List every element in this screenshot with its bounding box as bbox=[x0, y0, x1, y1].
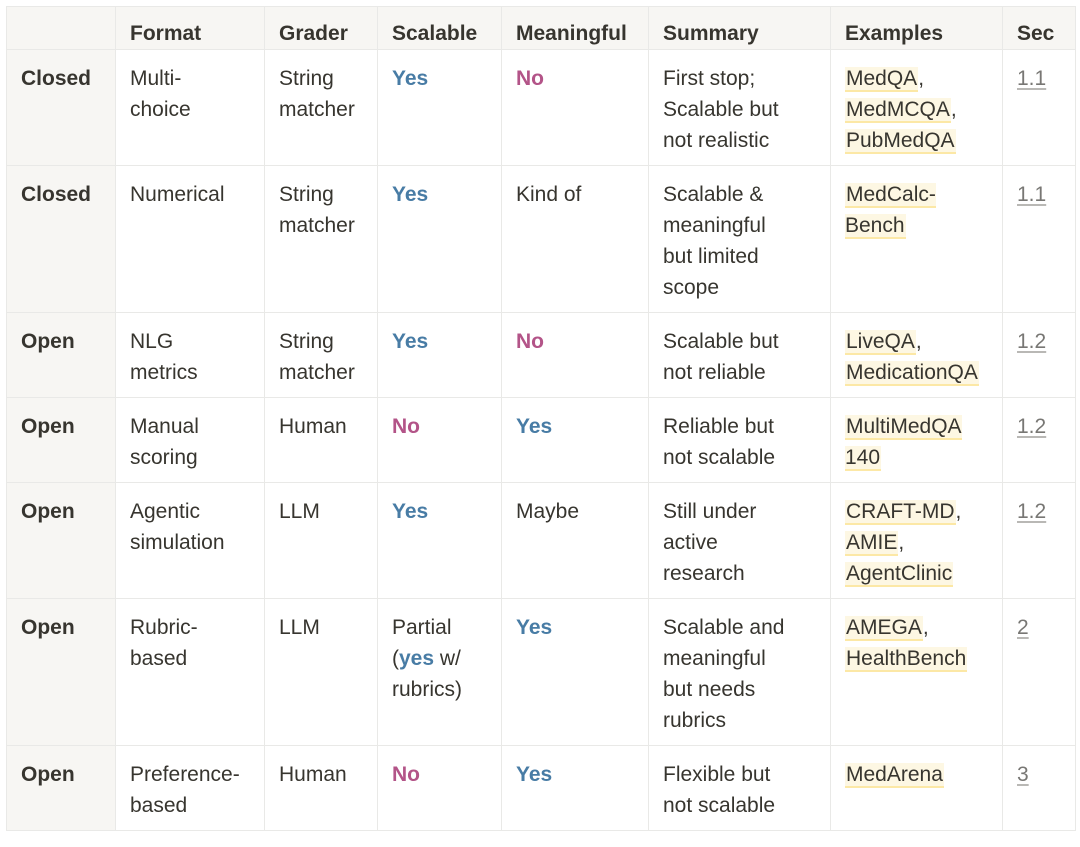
header-cell-scalable: Scalable bbox=[378, 7, 502, 50]
sec-cell bbox=[1003, 483, 1076, 599]
section-link[interactable]: 1.2 bbox=[1017, 500, 1047, 523]
table-row bbox=[7, 166, 1076, 313]
table-row bbox=[7, 398, 1076, 483]
meaningful-cell bbox=[502, 746, 649, 831]
header-cell-sec: Sec bbox=[1003, 7, 1076, 50]
verdict-text: No bbox=[516, 330, 544, 353]
example-link[interactable]: MedicationQA bbox=[846, 361, 978, 384]
section-link[interactable]: 1.1 bbox=[1017, 67, 1047, 90]
comparison-table bbox=[6, 6, 1076, 831]
summary-cell: Reliable but not scalable bbox=[649, 398, 831, 483]
section-link[interactable]: 1.1 bbox=[1017, 183, 1047, 206]
row-type-cell: Closed bbox=[7, 50, 116, 166]
verdict-text: Yes bbox=[392, 500, 429, 523]
section-link[interactable]: 3 bbox=[1017, 763, 1029, 786]
sec-cell bbox=[1003, 599, 1076, 746]
table-row bbox=[7, 50, 1076, 166]
examples-cell bbox=[831, 746, 1003, 831]
header-cell-grader: Grader bbox=[265, 7, 378, 50]
row-type-cell: Open bbox=[7, 483, 116, 599]
row-type-cell: Open bbox=[7, 746, 116, 831]
verdict-text: Yes bbox=[392, 67, 429, 90]
example-link[interactable]: MultiMedQA 140 bbox=[845, 415, 962, 469]
scalable-cell bbox=[378, 746, 502, 831]
scalable-cell bbox=[378, 166, 502, 313]
header-cell-type bbox=[7, 7, 116, 50]
verdict-text: Yes bbox=[516, 763, 553, 786]
meaningful-cell bbox=[502, 398, 649, 483]
scalable-cell bbox=[378, 483, 502, 599]
verdict-text: No bbox=[392, 763, 420, 786]
format-cell: Multi- choice bbox=[116, 50, 265, 166]
verdict-text: Yes bbox=[392, 330, 429, 353]
verdict-text: Yes bbox=[392, 183, 429, 206]
sec-cell bbox=[1003, 398, 1076, 483]
examples-cell: LiveQA, MedicationQA bbox=[831, 313, 1003, 398]
table-row bbox=[7, 483, 1076, 599]
verdict-text: Yes bbox=[516, 415, 553, 438]
format-cell: Preference- based bbox=[116, 746, 265, 831]
section-link[interactable]: 2 bbox=[1017, 616, 1029, 639]
example-link[interactable]: CRAFT-MD bbox=[846, 500, 955, 523]
grader-cell: LLM bbox=[265, 483, 378, 599]
example-link[interactable]: AgentClinic bbox=[846, 562, 953, 585]
example-link[interactable]: AMIE bbox=[846, 531, 898, 554]
row-type-cell: Open bbox=[7, 313, 116, 398]
examples-cell: AMEGA, HealthBench bbox=[831, 599, 1003, 746]
section-link[interactable]: 1.2 bbox=[1017, 415, 1047, 438]
summary-cell: Scalable & meaningful but limited scope bbox=[649, 166, 831, 313]
sec-cell bbox=[1003, 746, 1076, 831]
header-cell-summary: Summary bbox=[649, 7, 831, 50]
example-link[interactable]: HealthBench bbox=[846, 647, 967, 670]
scalable-cell bbox=[378, 398, 502, 483]
summary-cell: Scalable and meaningful but needs rubrics bbox=[649, 599, 831, 746]
grader-cell: String matcher bbox=[265, 50, 378, 166]
meaningful-cell: Kind of bbox=[502, 166, 649, 313]
header-cell-examples: Examples bbox=[831, 7, 1003, 50]
examples-cell: MedQA, MedMCQA, PubMedQA bbox=[831, 50, 1003, 166]
table-row bbox=[7, 599, 1076, 746]
header-row bbox=[7, 7, 1076, 50]
row-type-cell: Closed bbox=[7, 166, 116, 313]
row-type-cell: Open bbox=[7, 398, 116, 483]
summary-cell: Still under active research bbox=[649, 483, 831, 599]
scalable-cell: Partial (yes w/ rubrics) bbox=[378, 599, 502, 746]
example-link[interactable]: AMEGA bbox=[846, 616, 922, 639]
sec-cell bbox=[1003, 313, 1076, 398]
summary-cell: Flexible but not scalable bbox=[649, 746, 831, 831]
table-row bbox=[7, 746, 1076, 831]
format-cell: Manual scoring bbox=[116, 398, 265, 483]
grader-cell: Human bbox=[265, 746, 378, 831]
summary-cell: Scalable but not reliable bbox=[649, 313, 831, 398]
grader-cell: String matcher bbox=[265, 313, 378, 398]
summary-cell: First stop; Scalable but not realistic bbox=[649, 50, 831, 166]
header-cell-format: Format bbox=[116, 7, 265, 50]
section-link[interactable]: 1.2 bbox=[1017, 330, 1047, 353]
example-link[interactable]: MedQA bbox=[846, 67, 918, 90]
verdict-text: Yes bbox=[516, 616, 553, 639]
examples-cell: CRAFT-MD, AMIE, AgentClinic bbox=[831, 483, 1003, 599]
meaningful-cell: Maybe bbox=[502, 483, 649, 599]
example-link[interactable]: MedArena bbox=[846, 763, 943, 786]
meaningful-cell bbox=[502, 50, 649, 166]
scalable-cell bbox=[378, 50, 502, 166]
meaningful-cell bbox=[502, 599, 649, 746]
grader-cell: Human bbox=[265, 398, 378, 483]
format-cell: Rubric- based bbox=[116, 599, 265, 746]
examples-cell bbox=[831, 398, 1003, 483]
scalable-cell bbox=[378, 313, 502, 398]
example-link[interactable]: PubMedQA bbox=[846, 129, 955, 152]
grader-cell: String matcher bbox=[265, 166, 378, 313]
sec-cell bbox=[1003, 50, 1076, 166]
format-cell: Agentic simulation bbox=[116, 483, 265, 599]
grader-cell: LLM bbox=[265, 599, 378, 746]
example-link[interactable]: MedCalc- Bench bbox=[845, 183, 936, 237]
format-cell: NLG metrics bbox=[116, 313, 265, 398]
row-type-cell: Open bbox=[7, 599, 116, 746]
verdict-text: No bbox=[516, 67, 544, 90]
verdict-text: No bbox=[392, 415, 420, 438]
example-link[interactable]: MedMCQA bbox=[846, 98, 950, 121]
table-row bbox=[7, 313, 1076, 398]
examples-cell bbox=[831, 166, 1003, 313]
example-link[interactable]: LiveQA bbox=[846, 330, 915, 353]
format-cell: Numerical bbox=[116, 166, 265, 313]
sec-cell bbox=[1003, 166, 1076, 313]
meaningful-cell bbox=[502, 313, 649, 398]
verdict-text: yes bbox=[399, 647, 435, 670]
header-cell-meaningful: Meaningful bbox=[502, 7, 649, 50]
